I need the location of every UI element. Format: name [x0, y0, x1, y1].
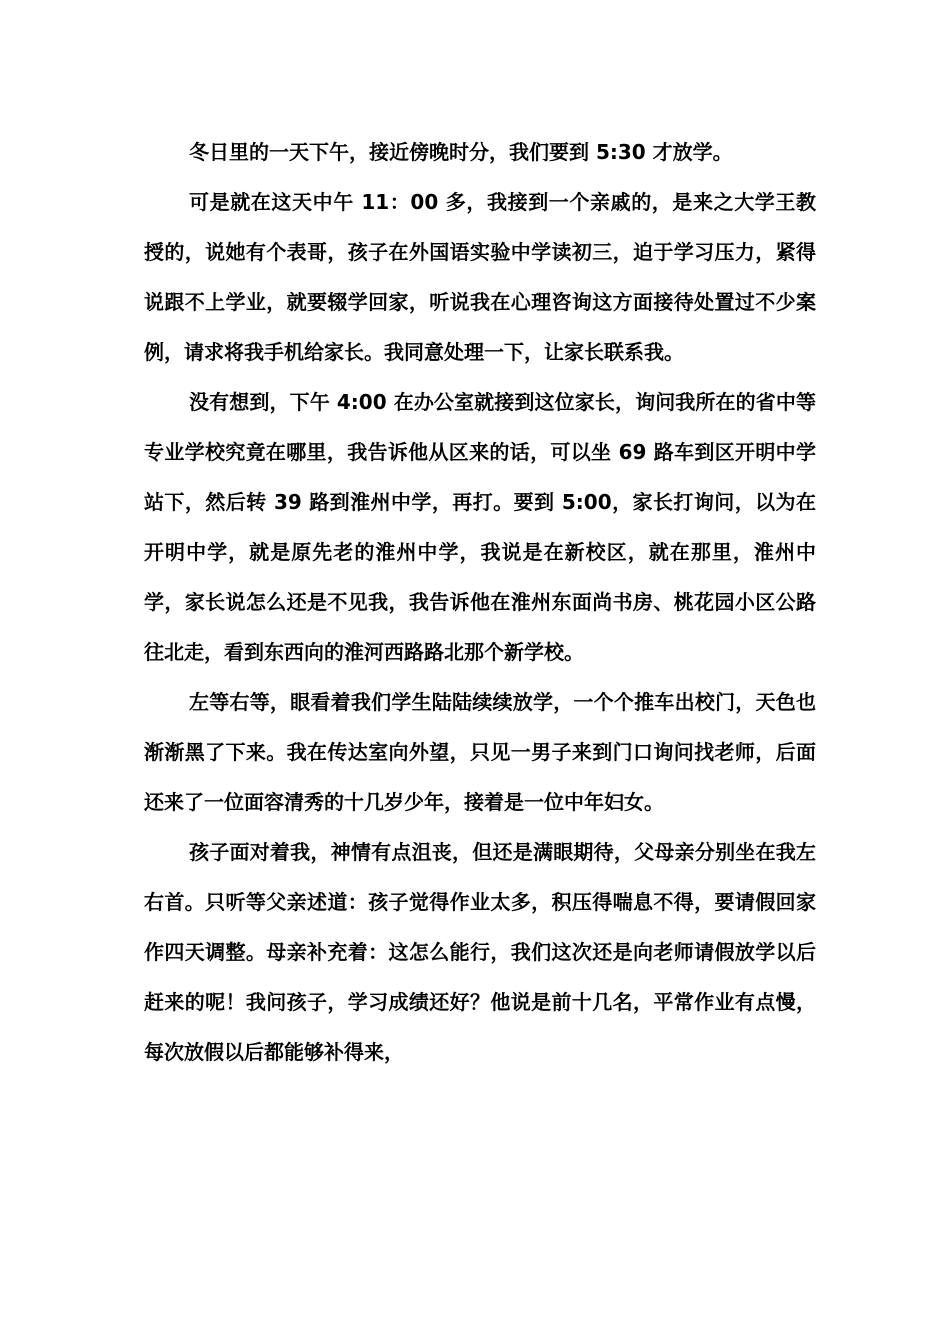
document-page	[144, 127, 816, 1077]
paragraph-4: 左等右等，眼看着我们学生陆陆续续放学，一个个推车出校门，天色也渐渐黑了下来。我在传达室向外望，只见一男子来到门口询问找老师，后面还来了一位面容清秀的十几岁少年，接着是一位中年妇女。	[144, 690, 816, 814]
paragraph-3: 没有想到，下午 4:00 在办公室就接到这位家长，询问我所在的省中等专业学校究竟在哪里，我告诉他从区来的话，可以坐 69 路车到区开明中学站下，然后转 39 路到淮州中学，再打。要到 5:00，家长打询问，以为在开明中学，就是原先老的淮州中学，我说是在新校区，就在那里，淮州中学，家长说怎么还是不见我，我告诉他在淮州东面尚书房、桃花园小区公路往北走，看到东西向的淮河西路路北那个新学校。	[144, 390, 816, 664]
paragraph-5: 孩子面对着我，神情有点沮丧，但还是满眼期待，父母亲分别坐在我左右首。只听等父亲述道：孩子觉得作业太多，积压得喘息不得，要请假回家作四天调整。母亲补充着：这怎么能行，我们这次还是向老师请假放学以后赶来的呢！我问孩子，学习成绩还好？他说是前十几名，平常作业有点慢，每次放假以后都能够补得来，	[144, 840, 816, 1064]
paragraph-1: 冬日里的一天下午，接近傍晚时分，我们要到 5:30 才放学。	[189, 140, 733, 164]
paragraph-2: 可是就在这天中午 11：00 多，我接到一个亲戚的，是来之大学王教授的，说她有个表哥，孩子在外国语实验中学读初三，迫于学习压力，紧得说跟不上学业，就要辍学回家，听说我在心理咨询这方面接待处置过不少案例，请求将我手机给家长。我同意处理一下，让家长联系我。	[144, 190, 816, 364]
